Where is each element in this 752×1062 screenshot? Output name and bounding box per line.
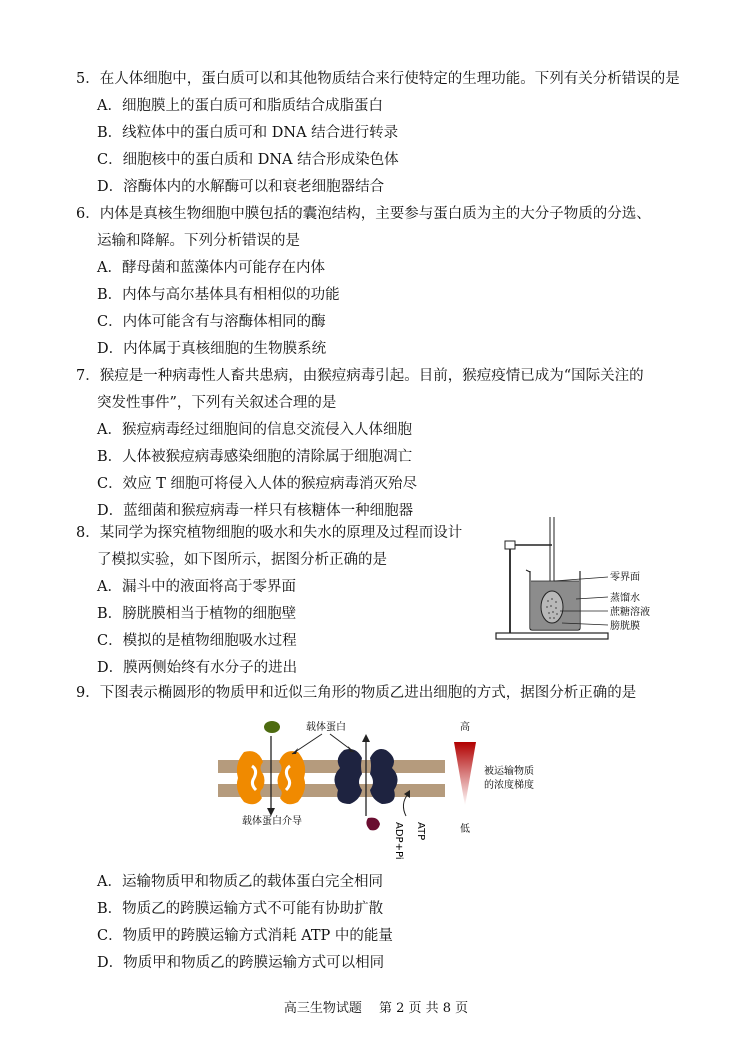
q6-stem-line1: 6．内体是真核生物细胞中膜包括的囊泡结构，主要参与蛋白质为主的大分子物质的分选、 [76,206,651,222]
substance-jia [264,721,280,733]
q5-option-c: C．细胞核中的蛋白质和 DNA 结合形成染色体 [97,152,399,168]
q5-option-b: B．线粒体中的蛋白质可和 DNA 结合进行转录 [97,125,399,141]
q7-option-c: C．效应 T 细胞可将侵入人体的猴痘病毒消灭殆尽 [97,476,417,492]
q6-option-d: D．内体属于真核细胞的生物膜系统 [97,341,327,357]
q8-option-b: B．膀胱膜相当于植物的细胞壁 [97,606,297,622]
page-footer: 高三生物试题 第 2 页 共 8 页 [283,1001,469,1016]
q9-stem: 9．下图表示椭圆形的物质甲和近似三角形的物质乙进出细胞的方式，据图分析正确的是 [76,685,637,701]
arrow-yi-head [362,734,370,742]
q8-stem-line1: 8．某同学为探究植物细胞的吸水和失水的原理及过程而设计 [76,525,463,541]
concentration-gradient-triangle [454,742,476,806]
label-zero-interface: 零界面 [610,572,640,583]
q8-stem-line2: 了模拟实验，如下图所示，据图分析正确的是 [97,552,387,568]
q6-option-b: B．内体与高尔基体具有相相似的功能 [97,287,340,303]
q9-option-c: C．物质甲的跨膜运输方式消耗 ATP 中的能量 [97,928,393,944]
q7-stem-line1: 7．猴痘是一种病毒性人畜共患病，由猴痘病毒引起。目前，猴痘疫情已成为“国际关注的 [76,368,644,384]
gradient-label-line2: 的浓度梯度 [484,780,534,791]
q5-stem: 5．在人体细胞中，蛋白质可以和其他物质结合来行使特定的生理功能。下列有关分析错误的是 [76,71,680,87]
label-sucrose-solution: 蔗糖溶液 [610,607,650,618]
membrane-transport-diagram [210,708,590,866]
q5-option-d: D．溶酶体内的水解酶可以和衰老细胞器结合 [97,179,385,195]
q7-option-d: D．蓝细菌和猴痘病毒一样只有核糖体一种细胞器 [97,503,414,519]
q9-option-b: B．物质乙的跨膜运输方式不可能有协助扩散 [97,901,384,917]
label-bladder-membrane: 膀胱膜 [610,621,640,632]
gradient-high-label: 高 [460,722,470,733]
q9-option-a: A．运输物质甲和物质乙的载体蛋白完全相同 [97,874,383,890]
q9-option-d: D．物质甲和物质乙的跨膜运输方式可以相同 [97,955,385,971]
q8-option-a: A．漏斗中的液面将高于零界面 [97,579,296,595]
atp-label: ATP [415,822,426,841]
arrow-jia-head [267,808,275,816]
q7-stem-line2: 突发性事件”，下列有关叙述合理的是 [97,395,337,411]
gradient-low-label: 低 [460,824,470,835]
substance-yi [366,818,380,831]
gradient-label-line1: 被运输物质 [484,766,534,777]
q7-option-b: B．人体被猴痘病毒感染细胞的清除属于细胞凋亡 [97,449,413,465]
label-distilled-water: 蒸馏水 [610,593,640,604]
osmosis-apparatus-diagram [490,515,675,645]
q8-option-d: D．膜两侧始终有水分子的进出 [97,660,298,676]
carrier-mediated-label: 载体蛋白介导 [242,816,302,827]
carrier-protein-label: 载体蛋白 [306,722,346,733]
q8-option-c: C．模拟的是植物细胞吸水过程 [97,633,297,649]
q6-option-c: C．内体可能含有与溶酶体相同的酶 [97,314,326,330]
q6-stem-line2: 运输和降解。下列分析错误的是 [97,233,300,249]
q7-option-a: A．猴痘病毒经过细胞间的信息交流侵入人体细胞 [97,422,412,438]
q6-option-a: A．酵母菌和蓝藻体内可能存在内体 [97,260,325,276]
adp-pi-label: ADP+Pi [393,822,404,860]
q5-option-a: A．细胞膜上的蛋白质可和脂质结合成脂蛋白 [97,98,383,114]
